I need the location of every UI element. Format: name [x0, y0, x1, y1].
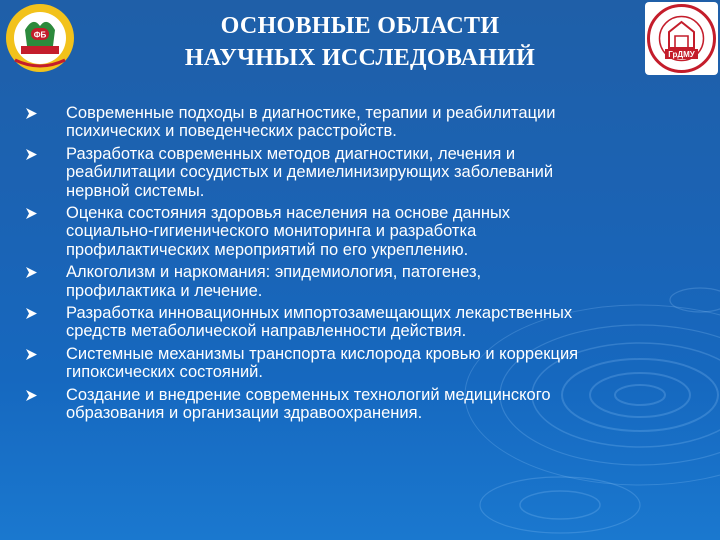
arrow-bullet-icon — [24, 148, 38, 161]
list-item-line: Создание и внедрение современных технологий медицинского — [66, 385, 551, 404]
list-item-line: профилактических мероприятий по его укреплению. — [66, 240, 469, 259]
list-item-line: Современные подходы в диагностике, терапии и реабилитации — [66, 104, 556, 122]
slide-title-line-1: ОСНОВНЫЕ ОБЛАСТИ — [220, 13, 500, 39]
research-areas-list — [6, 104, 646, 427]
arrow-bullet-icon — [24, 389, 38, 402]
university-emblem-logo-icon — [645, 2, 718, 75]
list-item-line: психических и поведенческих расстройств. — [66, 122, 397, 141]
arrow-bullet-icon — [24, 307, 38, 320]
list-item-line: Разработка современных методов диагностики, лечения и — [66, 144, 516, 163]
slide-title — [120, 10, 600, 74]
list-item-line: профилактика и лечение. — [66, 281, 263, 300]
list-item-line: реабилитации сосудистых и демиелинизирующих заболеваний — [66, 163, 554, 182]
list-item — [6, 386, 646, 423]
svg-text:ФБ: ФБ — [33, 30, 47, 40]
list-item-line: средств метаболической направленности действия. — [66, 322, 467, 341]
list-item — [6, 263, 646, 300]
list-item-line: Алкоголизм и наркомания: эпидемиология, патогенез, — [66, 263, 482, 282]
list-item — [6, 145, 646, 200]
university-emblem-text: ГрДМУ — [668, 50, 695, 59]
list-item — [6, 345, 646, 382]
list-item-line: образования и организации здравоохранения. — [66, 404, 423, 423]
list-item — [6, 204, 646, 259]
arrow-bullet-icon — [24, 348, 38, 361]
slide-title-line-2: НАУЧНЫХ ИССЛЕДОВАНИЙ — [184, 45, 536, 71]
list-item — [6, 104, 646, 141]
list-item-line: Разработка инновационных импортозамещающих лекарственных — [66, 304, 573, 323]
list-item-line: нервной системы. — [66, 181, 205, 200]
arrow-bullet-icon — [24, 207, 38, 220]
list-item-line: социально-гигиенического мониторинга и разработка — [66, 222, 477, 241]
arrow-bullet-icon — [24, 266, 38, 279]
quality-mark-logo-icon — [3, 2, 77, 74]
list-item-line: гипоксических состояний. — [66, 363, 263, 382]
list-item — [6, 304, 646, 341]
arrow-bullet-icon — [24, 107, 38, 120]
list-item-line: Оценка состояния здоровья населения на основе данных — [66, 204, 511, 223]
list-item-line: Системные механизмы транспорта кислорода кровью и коррекция — [66, 344, 579, 363]
university-emblem-logo — [645, 2, 718, 75]
